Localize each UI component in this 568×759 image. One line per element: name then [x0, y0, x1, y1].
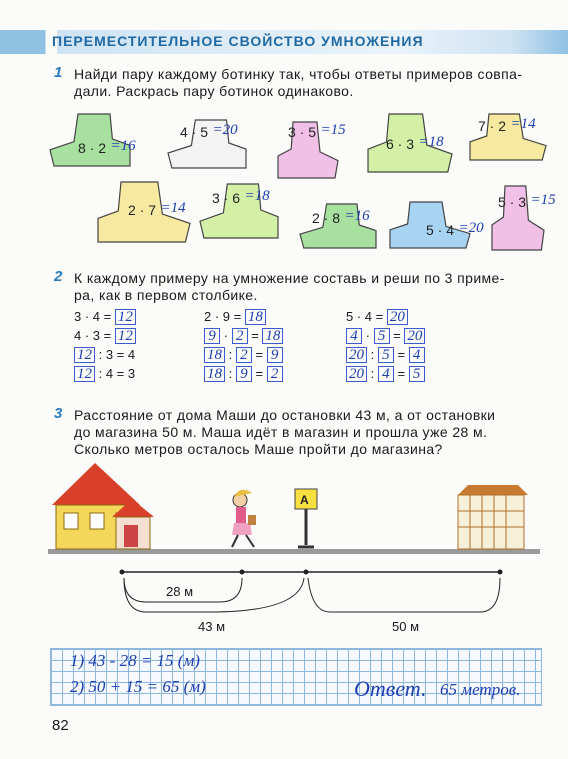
answer-box: 2	[232, 328, 248, 344]
task-3-text-line2: до магазина 50 м. Маша идёт в магазин и прошла уже 28 м.	[74, 424, 488, 440]
equation-row: 9 · 2 = 18	[204, 328, 283, 344]
boot-5	[470, 112, 546, 160]
boot-expression: 2 · 8	[312, 210, 341, 226]
answer-value: 65 метров.	[440, 680, 521, 699]
task-1-text-line2: дали. Раскрась пару ботинок одинаково.	[74, 83, 354, 99]
answer-box: 9	[236, 366, 252, 382]
home-point	[120, 570, 125, 575]
boot-6	[98, 180, 190, 242]
boot-answer: =18	[244, 188, 270, 204]
answer-box: 20	[346, 366, 367, 382]
girl-point	[240, 570, 245, 575]
equation-row: 2 · 9 = 18	[204, 309, 266, 325]
answer-box: 2	[267, 366, 283, 382]
answer-box: 12	[115, 309, 136, 325]
equation-row: 20 : 4 = 5	[346, 366, 425, 382]
bus-stop-letter: А	[300, 493, 309, 507]
answer-box: 9	[204, 328, 220, 344]
equation-row: 12 : 4 = 3	[74, 366, 135, 382]
equation-row: 4 · 3 = 12	[74, 328, 136, 344]
task-2-number: 2	[54, 268, 63, 285]
boot-answer: =20	[212, 122, 238, 138]
boot-3	[278, 120, 346, 178]
answer-box: 5	[409, 366, 425, 382]
answer-box: 4	[409, 347, 425, 363]
girl-image	[232, 490, 256, 547]
answer-word: Ответ.	[354, 676, 427, 701]
distance-diagram	[0, 560, 568, 640]
answer-box: 4	[378, 366, 394, 382]
boot-expression: 2 · 7	[128, 202, 157, 218]
equation-row: 4 · 5 = 20	[346, 328, 425, 344]
answer-box: 9	[267, 347, 283, 363]
boot-4	[368, 112, 452, 172]
equation-row: 18 : 9 = 2	[204, 366, 283, 382]
solution-line2: 2) 50 + 15 = 65 (м)	[70, 677, 206, 696]
equation-row: 5 · 4 = 20	[346, 309, 408, 325]
boot-expression: 5 · 3	[498, 194, 527, 210]
answer-box: 12	[74, 347, 95, 363]
boot-expression: 3 · 5	[288, 124, 317, 140]
answer-box: 20	[404, 328, 425, 344]
boot-answer: =14	[160, 200, 186, 216]
boot-7	[200, 182, 278, 238]
brace-50	[308, 578, 500, 612]
boot-answer: =15	[320, 122, 346, 138]
stop-point	[304, 570, 309, 575]
task-1-number: 1	[54, 64, 63, 81]
equation-row: 20 : 5 = 4	[346, 347, 425, 363]
answer-box: 20	[387, 309, 408, 325]
boot-expression: 4 · 5	[180, 124, 209, 140]
boot-expression: 7 · 2	[478, 118, 507, 134]
answer-box: 20	[346, 347, 367, 363]
solution-line1: 1) 43 - 28 = 15 (м)	[70, 651, 200, 670]
task-2-text-line2: ра, как в первом столбике.	[74, 287, 258, 303]
task-1-text-line1: Найди пару каждому ботинку так, чтобы ответы примеров совпа-	[74, 66, 523, 82]
answer-box: 5	[374, 328, 390, 344]
boot-answer: =18	[418, 134, 444, 150]
boot-8	[300, 202, 376, 248]
answer-box: 18	[245, 309, 266, 325]
equation-row: 18 : 2 = 9	[204, 347, 283, 363]
answer-box: 18	[204, 366, 225, 382]
scene-illustration	[0, 455, 568, 565]
label-50: 50 м	[392, 619, 420, 634]
equation-row: 12 : 3 = 4	[74, 347, 135, 363]
label-43: 43 м	[198, 619, 226, 634]
boot-expression: 3 · 6	[212, 190, 241, 206]
task-2-text-line1: К каждому примеру на умножение составь и реши по 3 приме-	[74, 270, 505, 286]
page-title: ПЕРЕМЕСТИТЕЛЬНОЕ СВОЙСТВО УМНОЖЕНИЯ	[52, 33, 424, 49]
house-image	[52, 463, 154, 549]
answer-box: 12	[74, 366, 95, 382]
boot-10	[492, 184, 556, 250]
task-3-text-line1: Расстояние от дома Маши до остановки 43 м, а от остановки	[74, 407, 496, 423]
answer-box: 18	[204, 347, 225, 363]
boot-answer: =14	[510, 116, 536, 132]
boot-1	[50, 112, 136, 166]
label-28: 28 м	[166, 584, 194, 599]
shop-image	[458, 485, 528, 549]
boot-answer: =16	[344, 208, 370, 224]
task-3-number: 3	[54, 405, 63, 422]
boot-expression: 5 · 4	[426, 222, 455, 238]
boot-9	[390, 200, 484, 248]
bus-stop-sign	[295, 489, 317, 547]
brace-43	[124, 578, 304, 612]
boot-expression: 8 · 2	[78, 140, 107, 156]
equation-row: 3 · 4 = 12	[74, 309, 136, 325]
answer-box: 5	[378, 347, 394, 363]
boot-answer: =15	[530, 192, 556, 208]
boot-expression: 6 · 3	[386, 136, 415, 152]
task-3-text-line3: Сколько метров осталось Маше пройти до магазина?	[74, 441, 443, 457]
ground-line	[48, 549, 540, 554]
boot-2	[168, 118, 246, 168]
answer-box: 18	[262, 328, 283, 344]
boot-answer: =20	[458, 220, 484, 236]
answer-box: 4	[346, 328, 362, 344]
answer-box: 12	[115, 328, 136, 344]
boot-answer: =16	[110, 138, 136, 154]
answer-box: 2	[236, 347, 252, 363]
page-number: 82	[52, 717, 69, 734]
shop-point	[498, 570, 503, 575]
